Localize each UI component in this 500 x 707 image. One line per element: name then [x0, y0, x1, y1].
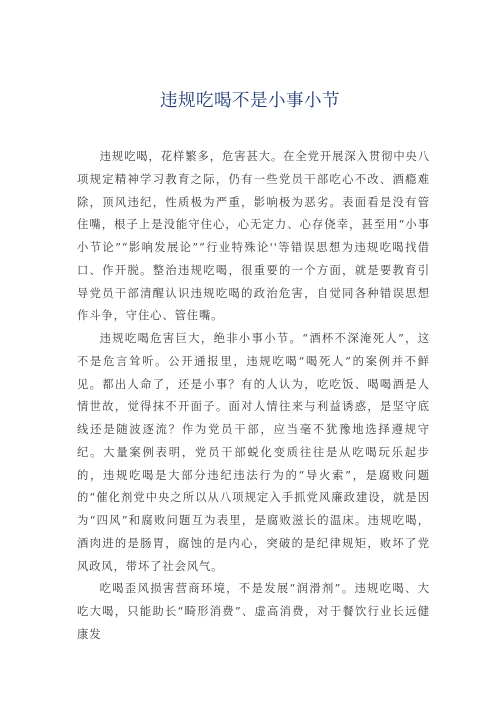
paragraph: 吃喝歪风损害营商环境，不是发展“润滑剂”。违规吃喝、大吃大喝，只能助长“畸形消费”、虚高消费，对于餐饮行业长远健康发: [77, 582, 430, 641]
paragraph: 违规吃喝，花样繁多，危害甚大。在全党开展深入贯彻中央八项规定精神学习教育之际，仍有一些党员干部吃心不改、酒瘾难除，顶风违纪，性质极为严重，影响极为恶劣。表面看是没有管住嘴，根子上是没能守住心，心无定力、心存侥幸，甚至用“小事小节论”“影响发展论”“行业特殊论''等错误思想为违规吃喝找借口、作开脱。整治违规吃喝，很重要的一个方面，就是要教育引导党员干部清醒认识违规吃喝的政治危害，自觉同各种错误思想作斗争，守住心、管住嘴。: [77, 150, 430, 323]
document-body: [77, 146, 430, 647]
document-title: 违规吃喝不是小事小节: [160, 91, 340, 111]
paragraph: 违规吃喝危害巨大，绝非小事小节。“酒杯不深淹死人”，这不是危言耸听。公开通报里，违规吃喝“喝死人”的案例并不鲜见。都出人命了，还是小事？有的人认为，吃吃饭、喝喝酒是人情世故，觉得抹不开面子。面对人情往来与利益诱惑，是坚守底线还是随波逐流？作为党员干部，应当毫不犹豫地选择遵规守纪。大量案例表明，党员干部蜕化变质往往是从吃喝玩乐起步的，违规吃喝是大部分违纪违法行为的“导火索”，是腐败问题的“催化剂党中央之所以从八项规定入手抓党风廉政建设，就是因为“四风”和腐败问题互为表里，是腐败滋长的温床。违规吃喝，酒肉进的是肠胃，腐蚀的是内心，突破的是纪律规矩，败坏了党风政风，带坏了社会风气。: [77, 332, 430, 573]
